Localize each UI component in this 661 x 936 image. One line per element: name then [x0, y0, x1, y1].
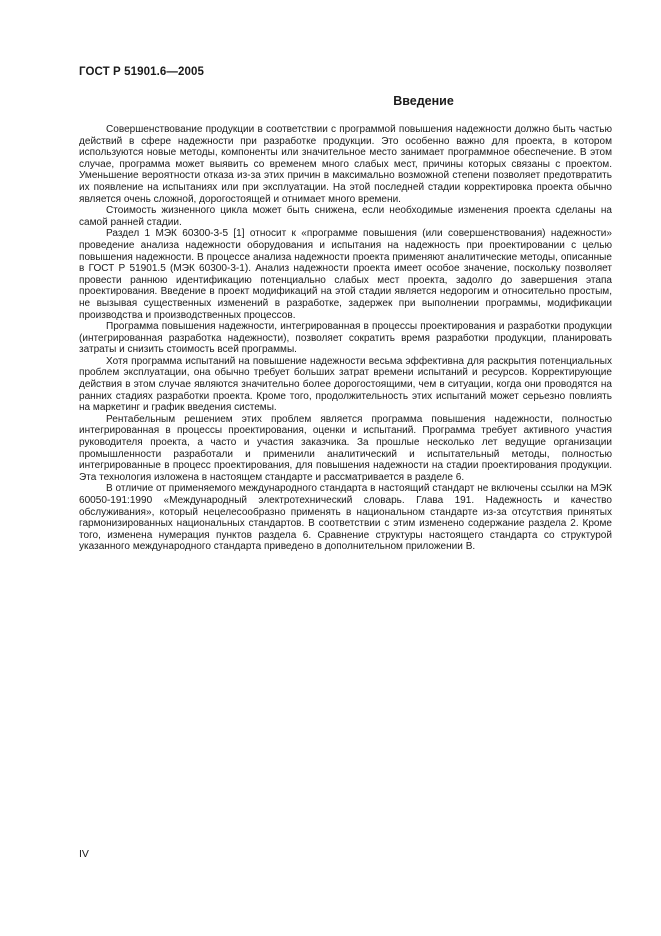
paragraph: В отличие от применяемого международного стандарта в настоящий стандарт не включены ссылки на МЭК 60050-191:1990 «Международный электротехнический словарь. Глава 191. Надежность и качество обслуживания», который нецелесообразно применять в национальном стандарте из-за отсутствия принятых гармонизированных национальных стандартов. В соответствии с этим изменено содержание раздела 2. Кроме того, изменена нумерация пунктов раздела 6. Сравнение структуры настоящего стандарта со структурой указанного международного стандарта приведено в дополнительном приложении В.	[79, 483, 612, 553]
paragraph: Хотя программа испытаний на повышение надежности весьма эффективна для раскрытия потенциальных проблем эксплуатации, она обычно требует больших затрат времени испытаний и ресурсов. Корректирующие действия в этом случае являются значительно более дорогостоящими, чем в ситуации, когда они проводятся на ранних стадиях разработки проекта. Кроме того, продолжительность этих испытаний может серьезно повлиять на маркетинг и график введения системы.	[79, 355, 612, 414]
paragraph: Раздел 1 МЭК 60300-3-5 [1] относит к «программе повышения (или совершенствования) надежности» проведение анализа надежности оборудования и испытания на надежность при проектировании с целью повышения надежности. В процессе анализа надежности проекта применяют аналитические методы, описанные в ГОСТ Р 51901.5 (МЭК 60300-3-1). Анализ надежности проекта имеет особое значение, поскольку позволяет провести раннюю идентификацию потенциально слабых мест проекта, задолго до завершения этапа проектирования. Введение в проект модификаций на этой стадии является недорогим и относительно простым, не вызывая существенных изменений в разработке, задержек при выполнении программы, модификации производства и производственных процессов.	[79, 228, 612, 321]
paragraph: Совершенствование продукции в соответствии с программой повышения надежности должно быть частью действий в сфере надежности при разработке продукции. Это особенно важно для проекта, в котором используются новые методы, компоненты или значительное место занимает программное обеспечение. В этом случае, программа может выявить со временем много слабых мест, причины которых связаны с проектом. Уменьшение вероятности отказа из-за этих причин в максимально возможной степени позволяет предотвратить их появление на испытаниях или при эксплуатации. На этой последней стадии корректировка проекта обычно является очень сложной, дорогостоящей и отнимает много времени.	[79, 124, 612, 205]
paragraph: Стоимость жизненного цикла может быть снижена, если необходимые изменения проекта сделаны на самой ранней стадии.	[79, 205, 612, 228]
paragraph: Рентабельным решением этих проблем является программа повышения надежности, полностью интегрированная в процессы проектирования, оценки и испытаний. Программа требует активного участия руководителя проекта, а часто и участия заказчика. За прошлые несколько лет ведущие организации промышленности разработали и применили аналитический и испытательный методы, полностью интегрированные в процесс проектирования, для повышения надежности на стадии проектирования продукции. Эта технология изложена в настоящем стандарте и рассматривается в разделе 6.	[79, 413, 612, 483]
section-title	[79, 94, 612, 108]
page-number: IV	[79, 848, 89, 860]
standard-number-header: ГОСТ Р 51901.6—2005	[79, 66, 204, 78]
paragraph: Программа повышения надежности, интегрированная в процессы проектирования и разработки продукции (интегрированная разработка надежности), позволяет сократить время разработки продукции, планировать затраты и снизить стоимость всей программы.	[79, 321, 612, 356]
body-text	[79, 124, 612, 553]
section-title-text: Введение	[393, 94, 454, 108]
